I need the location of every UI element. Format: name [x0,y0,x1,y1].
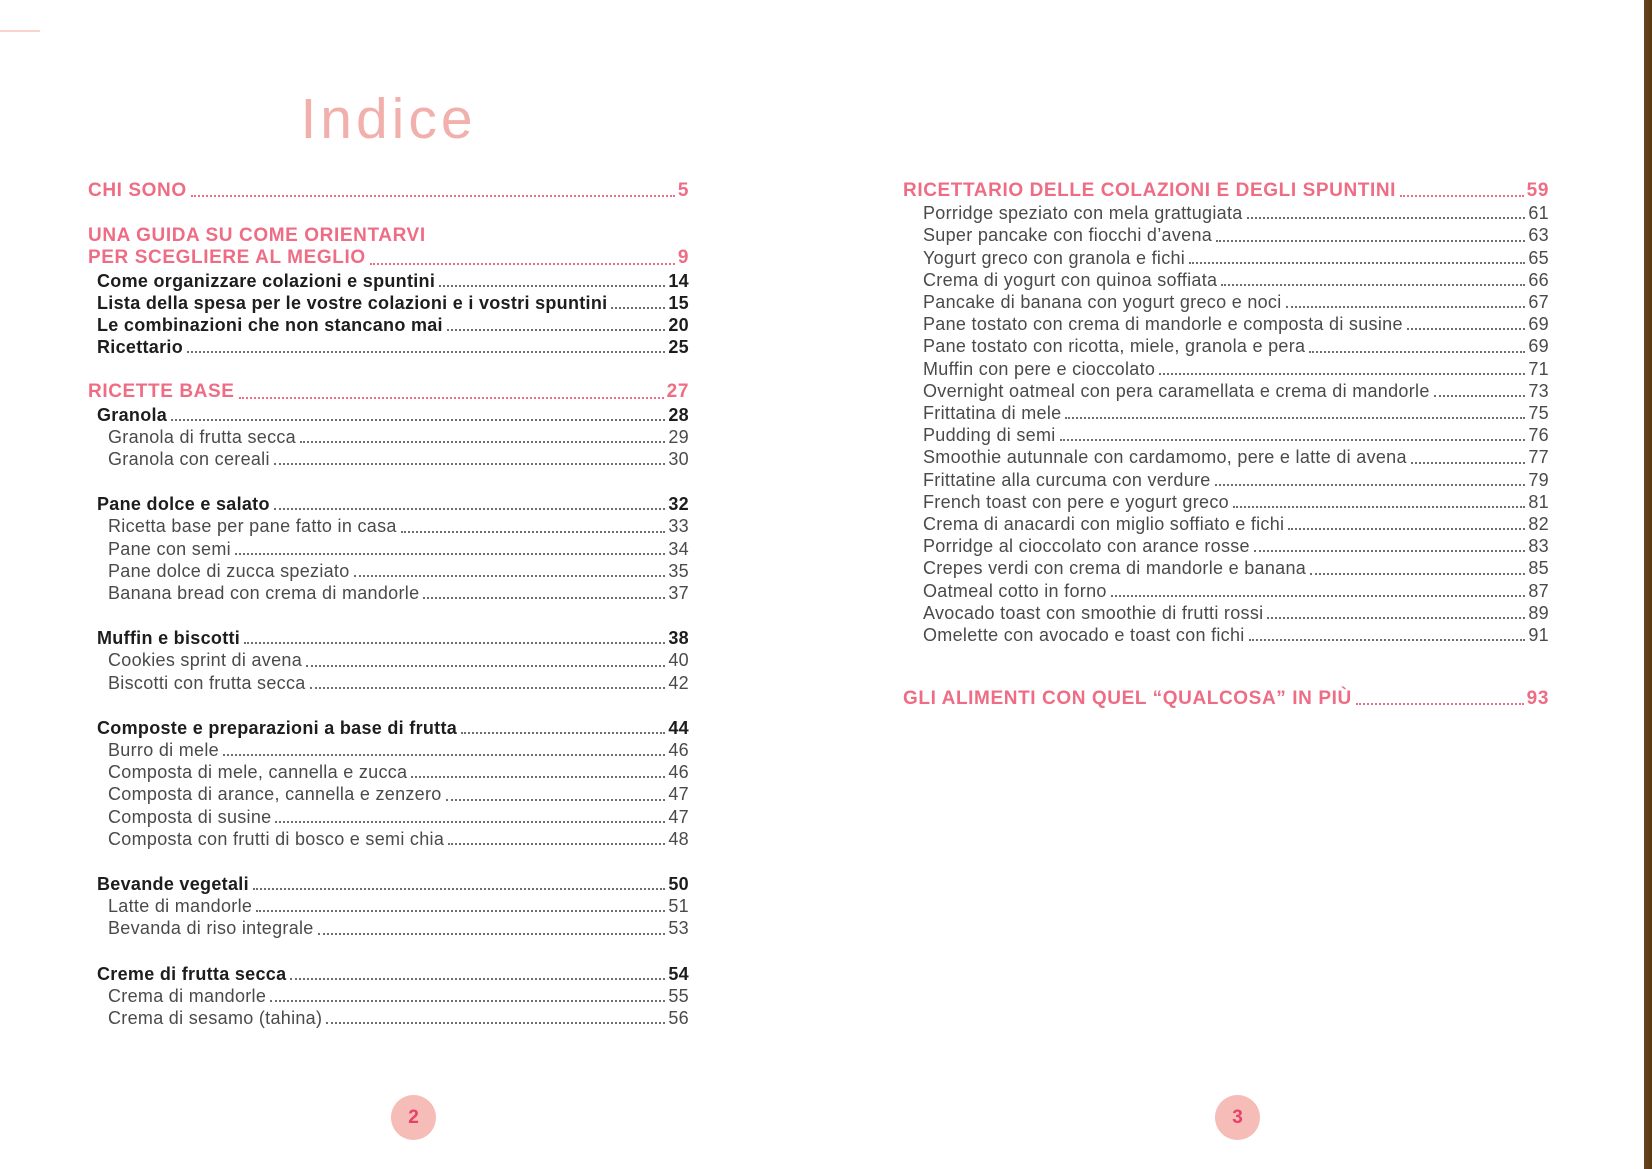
dot-leader [187,351,665,353]
page-ref: 61 [1528,203,1549,224]
toc-entry-row [108,582,689,604]
dot-leader [318,933,666,935]
toc-entry-row [923,535,1549,557]
dot-leader [1065,417,1525,419]
toc-label: Pane tostato con crema di mandorle e composta di susine [923,314,1403,335]
page-number-badge-left: 2 [391,1095,436,1140]
page-ref: 47 [668,784,689,805]
toc-label: French toast con pere e yogurt greco [923,491,1229,512]
toc-section-row [88,381,689,403]
dot-leader [256,910,665,912]
toc-entry-row [923,513,1549,535]
toc-entry-row [923,224,1549,246]
page-ref: 76 [1528,425,1549,446]
toc-block [88,717,689,850]
toc-entry-row [923,446,1549,468]
dot-leader [191,195,675,197]
toc-entry-row [108,783,689,805]
page-ref: 20 [668,315,689,336]
dot-leader [1288,528,1525,530]
page-ref: 56 [668,1008,689,1029]
toc-label: Granola [97,404,168,425]
toc-entry-row [923,469,1549,491]
toc-label: Pane dolce di zucca speziato [108,560,350,581]
toc-entry-row [923,247,1549,269]
dot-leader [310,687,666,689]
toc-entry-row [923,380,1549,402]
toc-section-row [88,247,689,269]
toc-bold-row [97,627,689,649]
dot-leader [448,843,665,845]
toc-entry-row [108,739,689,761]
toc-label: Omelette con avocado e toast con fichi [923,625,1245,646]
toc-label: Crepes verdi con crema di mandorle e banana [923,558,1307,579]
dot-leader [171,419,665,421]
toc-label: Burro di mele [108,740,219,761]
toc-entry-row [108,761,689,783]
toc-label: Super pancake con fiocchi d’avena [923,225,1213,246]
dot-leader [1310,573,1525,575]
toc-label: Frittatina di mele [923,403,1062,424]
toc-entry-row [108,917,689,939]
page-ref: 69 [1528,336,1549,357]
dot-leader [1309,351,1525,353]
page-ref: 59 [1526,180,1549,201]
dot-leader [354,575,666,577]
toc-block [88,873,689,940]
dot-leader [306,665,665,667]
toc-label: Granola di frutta secca [108,426,296,447]
dot-leader [1221,284,1525,286]
page-ref: 67 [1528,292,1549,313]
dot-leader [235,553,665,555]
toc-title: Indice [300,87,477,151]
dot-leader [1233,506,1525,508]
dot-leader [1267,617,1525,619]
dot-leader [447,329,666,331]
page-ref: 63 [1528,225,1549,246]
toc-bold-row [97,493,689,515]
page-ref: 55 [668,985,689,1006]
toc-label: RICETTARIO DELLE COLAZIONI E DEGLI SPUNTINI [903,180,1397,201]
toc-bold-row [97,270,689,292]
toc-label: Oatmeal cotto in forno [923,580,1107,601]
toc-entry-row [923,335,1549,357]
toc-label: Ricettario [97,337,184,358]
toc-entry-row [108,538,689,560]
toc-label: Frittatine alla curcuma con verdure [923,469,1211,490]
dot-leader [446,799,666,801]
toc-label: Avocado toast con smoothie di frutti rossi [923,602,1264,623]
toc-entry-row [108,426,689,448]
page-ref: 73 [1528,380,1549,401]
dot-leader [1249,639,1526,641]
dot-leader [370,263,675,265]
page-ref: 27 [666,381,689,403]
toc-label: Crema di yogurt con quinoa soffiata [923,269,1218,290]
toc-entry-row [108,895,689,917]
page-ref: 83 [1528,536,1549,557]
page-ref: 34 [668,538,689,559]
dot-leader [1247,217,1526,219]
dot-leader [223,754,665,756]
dot-leader [439,285,665,287]
page-ref: 85 [1528,558,1549,579]
dot-leader [611,307,665,309]
page-ref: 81 [1528,491,1549,512]
dot-leader [326,1022,665,1024]
toc-entry-row [108,560,689,582]
page-ref: 25 [668,337,689,358]
toc-entry-row [923,557,1549,579]
toc-entry-row [923,291,1549,313]
page-ref: 87 [1528,580,1549,601]
toc-label: Bevande vegetali [97,874,249,895]
page-ref: 65 [1528,247,1549,268]
toc-entry-row [923,624,1549,646]
dot-leader [1286,306,1526,308]
toc-bold-row [97,963,689,985]
toc-label: Pane tostato con ricotta, miele, granola e pera [923,336,1306,357]
dot-leader [274,508,666,510]
toc-entry-row [923,602,1549,624]
toc-section-row [88,180,689,202]
toc-block [88,627,689,694]
toc-bold-row [97,314,689,336]
dot-leader [411,776,665,778]
toc-label: Lista della spesa per le vostre colazioni e i vostri spuntini [97,292,608,313]
page-ref: 40 [668,650,689,671]
page-ref: 66 [1528,269,1549,290]
page-ref: 33 [668,516,689,537]
dot-leader [253,888,666,890]
toc-block [88,225,689,358]
page-ref: 28 [668,404,689,425]
toc-label: Yogurt greco con granola e fichi [923,247,1186,268]
toc-label: Muffin e biscotti [97,628,241,649]
toc-entry-row [923,402,1549,424]
toc-bold-row [97,292,689,314]
toc-block [903,688,1549,710]
page-ref: 15 [668,292,689,313]
toc-label: Porridge al cioccolato con arance rosse [923,536,1250,557]
page-ref: 46 [668,740,689,761]
dot-leader [275,821,665,823]
toc-label: Granola con cereali [108,449,270,470]
page-ref: 51 [668,896,689,917]
dot-leader [1434,395,1526,397]
toc-label: Smoothie autunnale con cardamomo, pere e latte di avena [923,447,1407,468]
page-ref: 5 [677,180,689,201]
dot-leader [1060,439,1526,441]
page-ref: 44 [668,717,689,738]
toc-label: Cookies sprint di avena [108,650,303,671]
toc-bold-row [97,404,689,426]
dot-leader [1111,595,1526,597]
dot-leader [300,441,665,443]
toc-label: Crema di mandorle [108,985,267,1006]
toc-block [88,493,689,604]
dot-leader [244,642,665,644]
dot-leader [1411,462,1526,464]
dot-leader [274,463,666,465]
dot-leader [239,397,664,399]
page-ref: 29 [668,426,689,447]
page-ref: 30 [668,449,689,470]
toc-right-page [903,180,1549,752]
toc-entry-row [108,806,689,828]
dot-leader [461,732,665,734]
dot-leader [1216,240,1525,242]
page-ref: 35 [668,560,689,581]
toc-entry-row [923,580,1549,602]
toc-label: Ricetta base per pane fatto in casa [108,516,397,537]
dot-leader [1254,550,1526,552]
toc-entry-row [108,515,689,537]
page-ref: 42 [668,672,689,693]
toc-label: Le combinazioni che non stancano mai [97,315,443,336]
toc-entry-row [108,448,689,470]
page-ref: 32 [668,494,689,515]
dot-leader [1159,373,1525,375]
toc-section-row-line1 [88,225,689,247]
page-ref: 77 [1528,447,1549,468]
toc-label: Composta di mele, cannella e zucca [108,762,408,783]
toc-label: Creme di frutta secca [97,963,287,984]
toc-entry-row [108,985,689,1007]
page-ref: 89 [1528,602,1549,623]
page-ref: 75 [1528,403,1549,424]
page-number-badge-right: 3 [1215,1095,1260,1140]
toc-entry-row [923,313,1549,335]
page-ref: 48 [668,828,689,849]
dot-leader [270,1000,665,1002]
toc-label: Pane dolce e salato [97,494,270,515]
toc-label: Crema di anacardi con miglio soffiato e fichi [923,514,1285,535]
page-ref: 54 [668,963,689,984]
corner-rule [0,30,40,32]
page-ref: 91 [1528,625,1549,646]
page-ref: 71 [1528,358,1549,379]
dot-leader [290,978,665,980]
toc-label: Crema di sesamo (tahina) [108,1008,323,1029]
toc-label: Overnight oatmeal con pera caramellata e crema di mandorle [923,380,1430,401]
toc-label: Pudding di semi [923,425,1056,446]
toc-label: GLI ALIMENTI CON QUEL “QUALCOSA” IN PIÙ [903,688,1352,710]
dot-leader [1407,328,1526,330]
toc-entry-row [108,672,689,694]
toc-entry-row [923,358,1549,380]
toc-label: Porridge speziato con mela grattugiata [923,203,1243,224]
dot-leader [1215,484,1526,486]
page-ref: 53 [668,918,689,939]
page-ref: 82 [1528,514,1549,535]
toc-block [903,180,1549,646]
toc-label: Composta con frutti di bosco e semi chia [108,828,445,849]
page-ref: 79 [1528,469,1549,490]
toc-label: Banana bread con crema di mandorle [108,583,420,604]
toc-block [88,180,689,202]
page-ref: 46 [668,762,689,783]
page-ref: 37 [668,583,689,604]
page-ref: 47 [668,806,689,827]
toc-bold-row [97,336,689,358]
toc-label: Bevanda di riso integrale [108,918,314,939]
toc-entry-row [108,1007,689,1029]
page-ref: 69 [1528,314,1549,335]
toc-label: Composte e preparazioni a base di frutta [97,717,458,738]
dot-leader [401,531,666,533]
toc-entry-row [923,424,1549,446]
toc-block [88,381,689,470]
toc-entry-row [923,202,1549,224]
toc-label: Composta di arance, cannella e zenzero [108,784,442,805]
dot-leader [1356,703,1524,705]
toc-bold-row [97,717,689,739]
toc-label: Pane con semi [108,538,231,559]
toc-bold-row [97,873,689,895]
toc-label: Muffin con pere e cioccolato [923,358,1156,379]
toc-block [88,963,689,1030]
toc-entry-row [923,269,1549,291]
toc-label: Composta di susine [108,806,272,827]
toc-entry-row [108,828,689,850]
page-ref: 50 [668,874,689,895]
dot-leader [1400,195,1524,197]
toc-section-row [903,688,1549,710]
toc-left-page [88,180,689,1029]
toc-section-row [903,180,1549,202]
toc-label: RICETTE BASE [88,381,235,403]
dot-leader [423,597,665,599]
page-ref: 9 [677,247,689,269]
toc-label: Come organizzare colazioni e spuntini [97,270,436,291]
book-spine-edge [1644,0,1652,1169]
toc-label: Pancake di banana con yogurt greco e noci [923,292,1282,313]
toc-label: Latte di mandorle [108,896,253,917]
toc-entry-row [923,491,1549,513]
page-ref: 38 [668,628,689,649]
page-ref: 14 [668,270,689,291]
page-ref: 93 [1526,688,1549,710]
toc-label: PER SCEGLIERE AL MEGLIO [88,247,366,269]
toc-label: UNA GUIDA SU COME ORIENTARVI [88,225,426,247]
toc-label: Biscotti con frutta secca [108,672,306,693]
toc-label: CHI SONO [88,180,187,201]
toc-entry-row [108,649,689,671]
dot-leader [1189,262,1525,264]
